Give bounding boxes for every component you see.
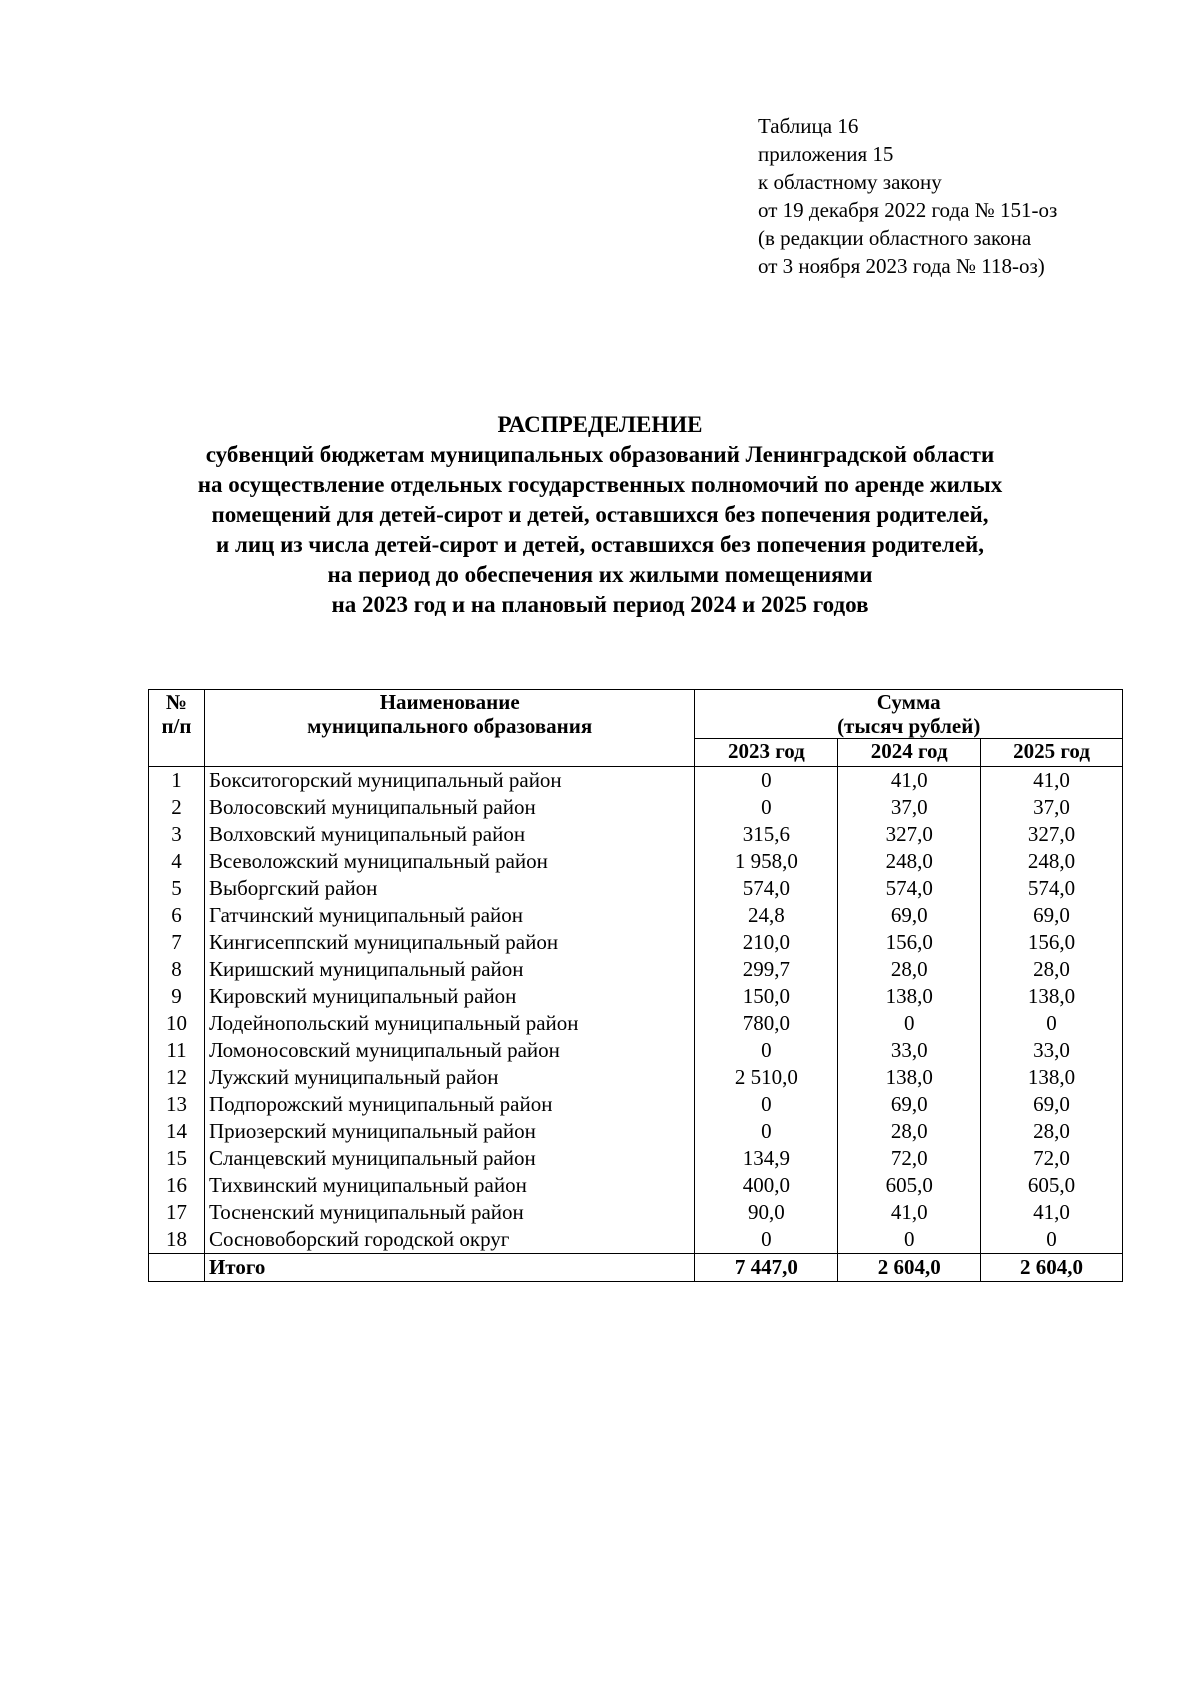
municipality-name: Ломоносовский муниципальный район [204, 1037, 694, 1064]
value-2023: 0 [695, 794, 838, 821]
value-2023: 1 958,0 [695, 848, 838, 875]
value-2025: 0 [981, 1010, 1123, 1037]
row-number: 2 [149, 794, 205, 821]
row-number: 10 [149, 1010, 205, 1037]
table-row [149, 1091, 1123, 1118]
header-year-2024: 2024 год [838, 739, 981, 767]
title-line: РАСПРЕДЕЛЕНИЕ [497, 412, 703, 437]
row-number: 8 [149, 956, 205, 983]
value-2024: 574,0 [838, 875, 981, 902]
title-line: на период до обеспечения их жилыми помещениями [327, 562, 873, 587]
value-2025: 72,0 [981, 1145, 1123, 1172]
header-number-line2: п/п [161, 714, 192, 738]
table-body [149, 767, 1123, 1254]
header-name-line2: муниципального образования [307, 714, 593, 738]
row-number: 15 [149, 1145, 205, 1172]
value-2025: 69,0 [981, 902, 1123, 929]
value-2023: 780,0 [695, 1010, 838, 1037]
title-line: на 2023 год и на плановый период 2024 и 2025 годов [331, 592, 869, 617]
value-2025: 248,0 [981, 848, 1123, 875]
row-number: 18 [149, 1226, 205, 1254]
municipality-name: Волховский муниципальный район [204, 821, 694, 848]
reference-line: Таблица 16 [758, 114, 859, 138]
value-2024: 138,0 [838, 983, 981, 1010]
title-line: на осуществление отдельных государственных полномочий по аренде жилых [197, 472, 1003, 497]
table-row [149, 1226, 1123, 1254]
reference-line: от 19 декабря 2022 года № 151-оз [758, 198, 1058, 222]
value-2024: 0 [838, 1226, 981, 1254]
municipality-name: Приозерский муниципальный район [204, 1118, 694, 1145]
value-2023: 315,6 [695, 821, 838, 848]
header-number [149, 690, 205, 767]
table-row [149, 1037, 1123, 1064]
value-2023: 0 [695, 1118, 838, 1145]
value-2025: 138,0 [981, 983, 1123, 1010]
row-number: 16 [149, 1172, 205, 1199]
value-2024: 605,0 [838, 1172, 981, 1199]
row-number: 4 [149, 848, 205, 875]
value-2024: 37,0 [838, 794, 981, 821]
table-row [149, 821, 1123, 848]
value-2023: 24,8 [695, 902, 838, 929]
municipality-name: Подпорожский муниципальный район [204, 1091, 694, 1118]
table-row [149, 1199, 1123, 1226]
value-2025: 33,0 [981, 1037, 1123, 1064]
value-2023: 210,0 [695, 929, 838, 956]
header-sum-line1: Сумма [876, 690, 941, 714]
value-2023: 0 [695, 767, 838, 795]
value-2025: 41,0 [981, 1199, 1123, 1226]
header-sum-line2: (тысяч рублей) [837, 714, 981, 738]
row-number: 14 [149, 1118, 205, 1145]
table-row [149, 794, 1123, 821]
table-row [149, 929, 1123, 956]
row-number: 13 [149, 1091, 205, 1118]
value-2023: 150,0 [695, 983, 838, 1010]
municipality-name: Выборгский район [204, 875, 694, 902]
header-year-2023: 2023 год [695, 739, 838, 767]
municipality-name: Кингисеппский муниципальный район [204, 929, 694, 956]
value-2025: 138,0 [981, 1064, 1123, 1091]
value-2023: 134,9 [695, 1145, 838, 1172]
value-2023: 299,7 [695, 956, 838, 983]
value-2023: 574,0 [695, 875, 838, 902]
row-number: 12 [149, 1064, 205, 1091]
value-2025: 605,0 [981, 1172, 1123, 1199]
value-2024: 248,0 [838, 848, 981, 875]
municipality-name: Гатчинский муниципальный район [204, 902, 694, 929]
value-2024: 72,0 [838, 1145, 981, 1172]
table-row [149, 1118, 1123, 1145]
value-2024: 28,0 [838, 1118, 981, 1145]
header-name [204, 690, 694, 767]
table-row [149, 983, 1123, 1010]
table-row [149, 956, 1123, 983]
municipality-name: Лодейнопольский муниципальный район [204, 1010, 694, 1037]
header-year-2025: 2025 год [981, 739, 1123, 767]
value-2024: 138,0 [838, 1064, 981, 1091]
value-2025: 69,0 [981, 1091, 1123, 1118]
table-row [149, 1145, 1123, 1172]
value-2024: 28,0 [838, 956, 981, 983]
distribution-table [148, 689, 1123, 1282]
municipality-name: Сосновоборский городской округ [204, 1226, 694, 1254]
value-2023: 90,0 [695, 1199, 838, 1226]
value-2025: 156,0 [981, 929, 1123, 956]
table-row [149, 1172, 1123, 1199]
total-2025: 2 604,0 [981, 1254, 1123, 1282]
value-2024: 41,0 [838, 767, 981, 795]
value-2023: 400,0 [695, 1172, 838, 1199]
value-2025: 327,0 [981, 821, 1123, 848]
header-sum [695, 690, 1123, 739]
municipality-name: Всеволожский муниципальный район [204, 848, 694, 875]
row-number: 5 [149, 875, 205, 902]
total-label: Итого [204, 1254, 694, 1282]
municipality-name: Бокситогорский муниципальный район [204, 767, 694, 795]
value-2023: 0 [695, 1091, 838, 1118]
value-2024: 33,0 [838, 1037, 981, 1064]
table-row [149, 902, 1123, 929]
reference-line: приложения 15 [758, 142, 894, 166]
total-number-cell [149, 1254, 205, 1282]
title-line: и лиц из числа детей-сирот и детей, оставшихся без попечения родителей, [215, 532, 985, 557]
total-2023: 7 447,0 [695, 1254, 838, 1282]
municipality-name: Кировский муниципальный район [204, 983, 694, 1010]
row-number: 11 [149, 1037, 205, 1064]
municipality-name: Сланцевский муниципальный район [204, 1145, 694, 1172]
value-2023: 0 [695, 1226, 838, 1254]
reference-line: к областному закону [758, 170, 942, 194]
row-number: 9 [149, 983, 205, 1010]
row-number: 3 [149, 821, 205, 848]
title-line: субвенций бюджетам муниципальных образований Ленинградской области [205, 442, 995, 467]
document-reference [758, 112, 1057, 280]
municipality-name: Лужский муниципальный район [204, 1064, 694, 1091]
value-2023: 2 510,0 [695, 1064, 838, 1091]
value-2025: 28,0 [981, 956, 1123, 983]
value-2024: 69,0 [838, 902, 981, 929]
value-2023: 0 [695, 1037, 838, 1064]
table-row [149, 875, 1123, 902]
total-2024: 2 604,0 [838, 1254, 981, 1282]
value-2024: 156,0 [838, 929, 981, 956]
table-row [149, 848, 1123, 875]
value-2024: 41,0 [838, 1199, 981, 1226]
table-row [149, 1010, 1123, 1037]
value-2025: 37,0 [981, 794, 1123, 821]
municipality-name: Тосненский муниципальный район [204, 1199, 694, 1226]
value-2024: 0 [838, 1010, 981, 1037]
municipality-name: Тихвинский муниципальный район [204, 1172, 694, 1199]
row-number: 17 [149, 1199, 205, 1226]
header-number-line1: № [165, 690, 188, 714]
title-line: помещений для детей-сирот и детей, оставшихся без попечения родителей, [211, 502, 989, 527]
document-title [0, 410, 1200, 620]
value-2024: 327,0 [838, 821, 981, 848]
row-number: 7 [149, 929, 205, 956]
value-2025: 574,0 [981, 875, 1123, 902]
municipality-name: Киришский муниципальный район [204, 956, 694, 983]
reference-line: (в редакции областного закона [758, 226, 1032, 250]
header-name-line1: Наименование [379, 690, 520, 714]
municipality-name: Волосовский муниципальный район [204, 794, 694, 821]
table-row [149, 1064, 1123, 1091]
value-2025: 0 [981, 1226, 1123, 1254]
row-number: 1 [149, 767, 205, 795]
total-row [149, 1254, 1123, 1282]
value-2025: 41,0 [981, 767, 1123, 795]
reference-line: от 3 ноября 2023 года № 118-оз) [758, 254, 1045, 278]
table-row [149, 767, 1123, 795]
row-number: 6 [149, 902, 205, 929]
value-2025: 28,0 [981, 1118, 1123, 1145]
value-2024: 69,0 [838, 1091, 981, 1118]
